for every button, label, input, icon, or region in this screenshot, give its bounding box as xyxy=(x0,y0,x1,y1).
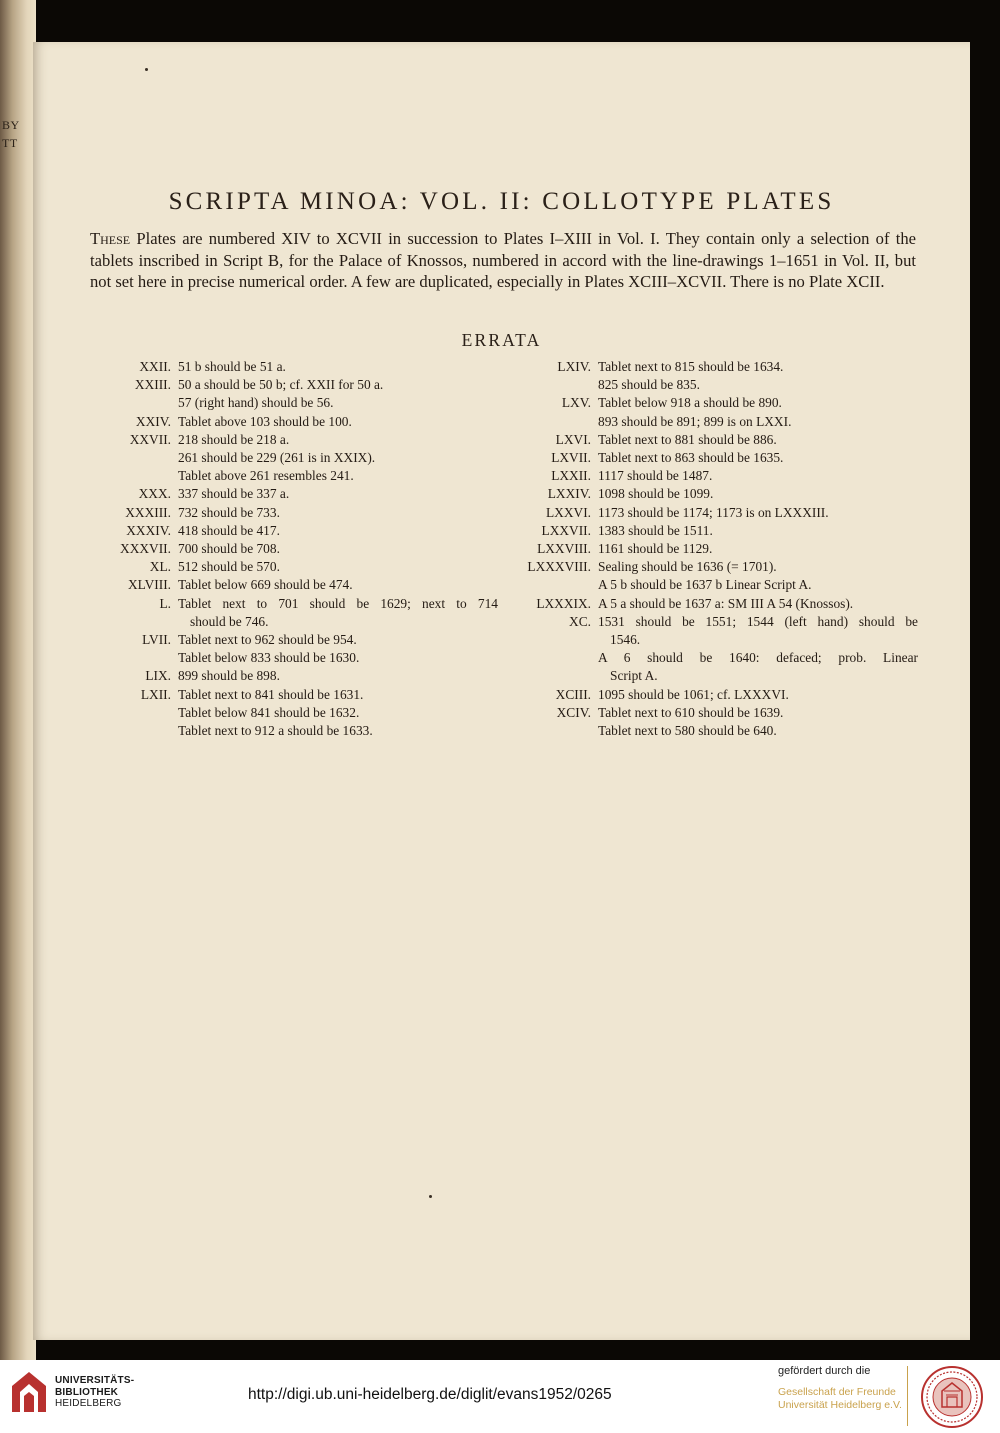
plate-number: LXV. xyxy=(561,395,591,411)
funded-by-label: gefördert durch die xyxy=(778,1365,871,1377)
correction-text: A 6 should be 1640: defaced; prob. Linear xyxy=(598,650,918,666)
correction-text: 1098 should be 1099. xyxy=(598,486,714,502)
errata-entry xyxy=(83,522,498,540)
plate-number: LIX. xyxy=(145,668,171,684)
errata-entry xyxy=(83,504,498,522)
plate-number: XCIII. xyxy=(555,686,591,702)
correction-text: Tablet above 103 should be 100. xyxy=(178,413,352,429)
correction-lines xyxy=(178,631,498,667)
plate-number: XXXVII. xyxy=(120,541,171,557)
plate-number: LXXVII. xyxy=(541,522,591,538)
correction-text: should be 746. xyxy=(190,613,269,629)
correction-text: Tablet below 841 should be 1632. xyxy=(178,704,360,720)
footer-divider xyxy=(907,1366,908,1426)
errata-entry xyxy=(473,467,918,485)
plate-number: XXIV. xyxy=(135,413,171,429)
correction-lines xyxy=(598,522,918,540)
correction-text: 1546. xyxy=(610,632,641,648)
errata-entry xyxy=(83,376,498,412)
plate-number: LVII. xyxy=(142,632,171,648)
correction-text: 732 should be 733. xyxy=(178,504,280,520)
correction-lines xyxy=(178,540,498,558)
correction-text: 1383 should be 1511. xyxy=(598,522,713,538)
correction-lines xyxy=(178,558,498,576)
correction-text: 1117 should be 1487. xyxy=(598,468,713,484)
digital-library-url[interactable]: http://digi.ub.uni-heidelberg.de/diglit/evans1952/0265 xyxy=(248,1386,612,1403)
correction-text: Sealing should be 1636 (= 1701). xyxy=(598,559,777,575)
society-name xyxy=(778,1386,902,1412)
correction-text: 893 should be 891; 899 is on LXXI. xyxy=(598,413,792,429)
correction-text: 51 b should be 51 a. xyxy=(178,359,286,374)
errata-entry xyxy=(473,595,918,613)
plate-number: XCIV. xyxy=(556,704,591,720)
book-spine xyxy=(0,0,36,1360)
errata-entry xyxy=(473,431,918,449)
errata-entry xyxy=(83,431,498,486)
correction-text: Tablet next to 863 should be 1635. xyxy=(598,450,784,466)
plate-number: LXVII. xyxy=(551,450,591,466)
errata-entry xyxy=(83,558,498,576)
plate-number: LXVI. xyxy=(555,431,591,447)
society-name-line: Universität Heidelberg e.V. xyxy=(778,1399,902,1411)
plate-number: XXXIII. xyxy=(125,504,171,520)
library-name-line: UNIVERSITÄTS- xyxy=(55,1375,135,1386)
society-name-line: Gesellschaft der Freunde xyxy=(778,1386,896,1398)
correction-lines xyxy=(178,667,498,685)
correction-lines xyxy=(598,394,918,430)
errata-entry xyxy=(83,595,498,631)
plate-number: XLVIII. xyxy=(127,577,171,593)
errata-entry xyxy=(473,540,918,558)
correction-text: A 5 a should be 1637 a: SM III A 54 (Knossos). xyxy=(598,595,854,611)
correction-lines xyxy=(598,431,918,449)
intro-lead-word: These xyxy=(90,229,131,248)
errata-entry xyxy=(473,358,918,394)
library-name-line: HEIDELBERG xyxy=(55,1398,122,1409)
errata-left-column xyxy=(83,358,498,740)
correction-text: 825 should be 835. xyxy=(598,377,700,393)
spine-line: TT xyxy=(2,136,18,150)
correction-lines xyxy=(598,686,918,704)
plate-number: L. xyxy=(159,595,171,611)
errata-entry xyxy=(473,485,918,503)
errata-entry xyxy=(473,504,918,522)
plate-number: XXII. xyxy=(139,359,171,374)
correction-lines xyxy=(178,431,498,486)
correction-text: 218 should be 218 a. xyxy=(178,431,290,447)
correction-text: Tablet next to 580 should be 640. xyxy=(598,723,777,739)
correction-text: Tablet below 833 should be 1630. xyxy=(178,650,360,666)
plate-number: XXX. xyxy=(138,486,171,502)
correction-text: Tablet next to 610 should be 1639. xyxy=(598,704,784,720)
errata-right-column xyxy=(473,358,918,740)
plate-number: LXXIV. xyxy=(547,486,591,502)
spine-line: BY xyxy=(2,118,20,132)
correction-text: Tablet next to 841 should be 1631. xyxy=(178,686,364,702)
errata-entry xyxy=(473,522,918,540)
correction-text: Tablet next to 701 should be 1629; next to 714 xyxy=(178,595,498,611)
correction-lines xyxy=(598,613,918,686)
errata-entry xyxy=(473,449,918,467)
correction-text: Script A. xyxy=(610,668,658,684)
plate-number: LXII. xyxy=(140,686,171,702)
errata-entry xyxy=(83,631,498,667)
correction-lines xyxy=(598,504,918,522)
plate-number: LXXXVIII. xyxy=(527,559,591,575)
plate-number: XXIII. xyxy=(134,377,171,393)
book-page xyxy=(33,42,970,1340)
intro-paragraph xyxy=(90,228,916,293)
page-title: SCRIPTA MINOA: VOL. II: COLLOTYPE PLATES xyxy=(168,188,835,215)
plate-number: XC. xyxy=(569,613,591,629)
library-name-line: BIBLIOTHEK xyxy=(55,1386,119,1398)
plate-number: XXXIV. xyxy=(126,522,171,538)
plate-number: XL. xyxy=(149,559,171,575)
errata-entry xyxy=(473,394,918,430)
correction-text: 700 should be 708. xyxy=(178,541,280,557)
plate-number: LXXVIII. xyxy=(537,541,591,557)
correction-text: Tablet next to 912 a should be 1633. xyxy=(178,723,373,739)
plate-number: LXXII. xyxy=(551,468,591,484)
spine-text xyxy=(2,118,20,150)
correction-lines xyxy=(178,595,498,631)
correction-lines xyxy=(178,576,498,594)
errata-entry xyxy=(473,704,918,740)
errata-entry xyxy=(83,413,498,431)
correction-lines xyxy=(598,540,918,558)
correction-text: 1095 should be 1061; cf. LXXXVI. xyxy=(598,686,789,702)
correction-lines xyxy=(178,376,498,412)
correction-text: 512 should be 570. xyxy=(178,559,280,575)
correction-lines xyxy=(178,522,498,540)
correction-text: A 5 b should be 1637 b Linear Script A. xyxy=(598,577,812,593)
correction-text: 899 should be 898. xyxy=(178,668,280,684)
correction-lines xyxy=(178,686,498,741)
errata-entry xyxy=(473,558,918,594)
correction-lines xyxy=(178,413,498,431)
correction-text: 1173 should be 1174; 1173 is on LXXXIII. xyxy=(598,504,829,520)
errata-entry xyxy=(83,686,498,741)
correction-lines xyxy=(178,358,498,376)
paper-speck xyxy=(429,1195,432,1198)
plate-number: LXIV. xyxy=(557,359,591,374)
correction-text: 261 should be 229 (261 is in XXIX). xyxy=(178,450,376,466)
errata-entry xyxy=(473,686,918,704)
correction-lines xyxy=(598,704,918,740)
correction-text: Tablet above 261 resembles 241. xyxy=(178,468,354,484)
errata-heading: ERRATA xyxy=(461,330,542,350)
correction-lines xyxy=(598,358,918,394)
correction-text: 337 should be 337 a. xyxy=(178,486,290,502)
correction-lines xyxy=(598,485,918,503)
correction-text: Tablet below 918 a should be 890. xyxy=(598,395,782,411)
correction-text: Tablet below 669 should be 474. xyxy=(178,577,353,593)
correction-lines xyxy=(598,558,918,594)
footer-bar xyxy=(0,1360,1000,1433)
errata-entry xyxy=(83,576,498,594)
correction-lines xyxy=(598,467,918,485)
correction-lines xyxy=(598,595,918,613)
errata-entry xyxy=(83,485,498,503)
intro-text: Plates are numbered XIV to XCVII in succession to Plates I–XIII in Vol. I. They contain only a selection of the tablets inscribed in Script B, for the Palace of Knossos, numbered in accord with the line-drawings 1–1651 in Vol. II, but not set here in precise numerical order. A few are duplicated, especially in Plates XCIII–XCVII. There is no Plate XCII. xyxy=(90,229,916,291)
correction-text: 50 a should be 50 b; cf. XXII for 50 a. xyxy=(178,377,384,393)
heidelberg-university-seal-icon xyxy=(920,1365,984,1429)
ub-library-logo-icon xyxy=(10,1370,48,1414)
plate-number: LXXXIX. xyxy=(536,595,591,611)
correction-text: Tablet next to 962 should be 954. xyxy=(178,632,357,648)
errata-entry xyxy=(83,358,498,376)
plate-number: XXVII. xyxy=(129,431,171,447)
correction-text: 57 (right hand) should be 56. xyxy=(178,395,334,411)
paper-speck xyxy=(145,68,148,71)
correction-lines xyxy=(178,504,498,522)
correction-lines xyxy=(178,485,498,503)
correction-text: Tablet next to 881 should be 886. xyxy=(598,431,777,447)
errata-entry xyxy=(473,613,918,686)
correction-text: 1531 should be 1551; 1544 (left hand) should be xyxy=(598,613,918,629)
correction-text: 418 should be 417. xyxy=(178,522,280,538)
errata-entry xyxy=(83,540,498,558)
library-name xyxy=(55,1375,134,1410)
correction-text: Tablet next to 815 should be 1634. xyxy=(598,359,784,374)
plate-number: LXXVI. xyxy=(546,504,591,520)
correction-lines xyxy=(598,449,918,467)
errata-entry xyxy=(83,667,498,685)
correction-text: 1161 should be 1129. xyxy=(598,541,713,557)
